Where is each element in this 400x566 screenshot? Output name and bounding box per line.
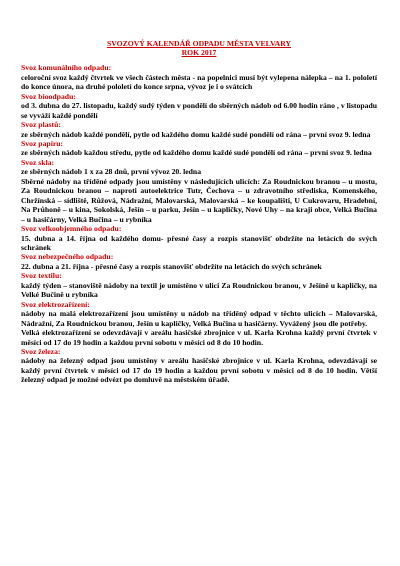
section-heading: Svoz elektrozařízení: (21, 299, 90, 309)
section-iron (21, 347, 377, 385)
section-text: ze sběrných nádob každou středu, pytle od každého domu každé sudé pondělí od rána – první svoz 9. ledna (21, 148, 372, 158)
section-heading: Svoz textilu: (21, 271, 62, 281)
section-textile (21, 271, 377, 299)
section-text-locations: Sběrné nádoby na tříděné odpady jsou umístěny v následujících ulicích: Za Roudnickou branou – u mostu, Za Roudnickou branou – naproti autoelektrice Tutr, Čechova – u zdravotního střediska, Komenského, Chržínská – sídliště, Růžová, Nádražní, Malovarská, Malovarská – ke koupališti, U Cukrovaru, Hradební, Na Průhonë – u kina, Sokolská, Ješín – u parku, Ješín – u kapličky, Nové Uhy – na kraji obce, Velká Bučina – u hasičárny, Velká Bučina – u rybníka (21, 176, 377, 224)
section-hazardous-waste (21, 252, 377, 271)
section-heading: Svoz železa: (21, 347, 61, 356)
section-paper (21, 139, 377, 158)
section-text: 15. dubna a 14. října od každého domu- přesné časy a rozpis stanovišť obdržíte na letácích do svých schránek (21, 233, 377, 253)
section-text: každý týden – stanoviště nádoby na textil je umístěno v ulici Za Roudnickou branou, v Ješíně u kapličky, na Velké Bučině u rybníka (21, 280, 377, 300)
document-title-year: ROK 2017 (181, 48, 217, 58)
section-text: nádoby na železný odpad jsou umístěny v areálu hasičské zbrojnice v ul. Karla Krohna, odevzdávají se každý první čtvrtek v měsíci od 17 do 19 hodin a každou první sobotu v měsíci od 8 do 10 hodin. Větší železný odpad je možné odvézt po domluvě na městském úřadě. (21, 356, 377, 385)
section-bulky-waste (21, 224, 377, 252)
section-biowaste (21, 92, 377, 120)
section-text: nádoby na malá elektrozařízení jsou umístěny u nádob na tříděný odpad v těchto ulicích – Malovarská, Nádražní, Za Roudnickou branou, Ješín u kapličky, Velká Bučina u hasičárny. Vyvážený jsou dle potřeby. (21, 309, 377, 328)
section-heading: Svoz papíru: (21, 139, 64, 149)
section-heading: Svoz nebezpečného odpadu: (21, 252, 114, 262)
section-text-large-electronics: Velká elektrozařízení se odevzdávají v areálu hasičské zbrojnice v ul. Karla Krohna každý první čtvrtek v měsíci od 17 do 19 hodin a každou první sobotu v měsíci od 8 do 10 hodin. (21, 328, 377, 347)
section-text: ze sběrných nádob každé pondělí, pytle od každého domu každé sudé pondělí od rána – první svoz 9. ledna (21, 129, 371, 139)
section-electronics (21, 300, 377, 347)
section-heading: Svoz komunálního odpadu: (21, 63, 112, 73)
section-plastics (21, 120, 377, 139)
section-text: celoroční svoz každý čtvrtek ve všech částech města - na popelnici musí být vylepena nálepka – na 1. pololetí do konce února, na druhé pololetí do konce srpna, vývoz je i o svátcích (21, 72, 377, 92)
document-title: SVOZOVÝ KALENDÁŘ ODPADU MĚSTA VELVARY (106, 39, 292, 48)
section-heading: Svoz bioodpadu: (21, 91, 76, 101)
section-heading: Svoz plastů: (21, 120, 61, 130)
section-heading: Svoz skla: (21, 157, 55, 167)
document-page (21, 39, 377, 385)
section-text: od 3. dubna do 27. listopadu, každý sudý týden v pondělí do sběrných nádob od 6.00 hodin ráno , v listopadu se vyváží každé pondělí (21, 101, 377, 120)
section-glass (21, 158, 377, 224)
section-heading: Svoz velkoobjemného odpadu: (21, 224, 122, 234)
section-text: ze sběrných nádob 1 x za 28 dnů, první vývoz 20. ledna (21, 167, 202, 177)
section-municipal-waste (21, 63, 377, 91)
section-text: 22. dubna a 21. října - přesné časy a rozpis stanovišť obdržíte na letácích do svých schránek (21, 261, 322, 271)
